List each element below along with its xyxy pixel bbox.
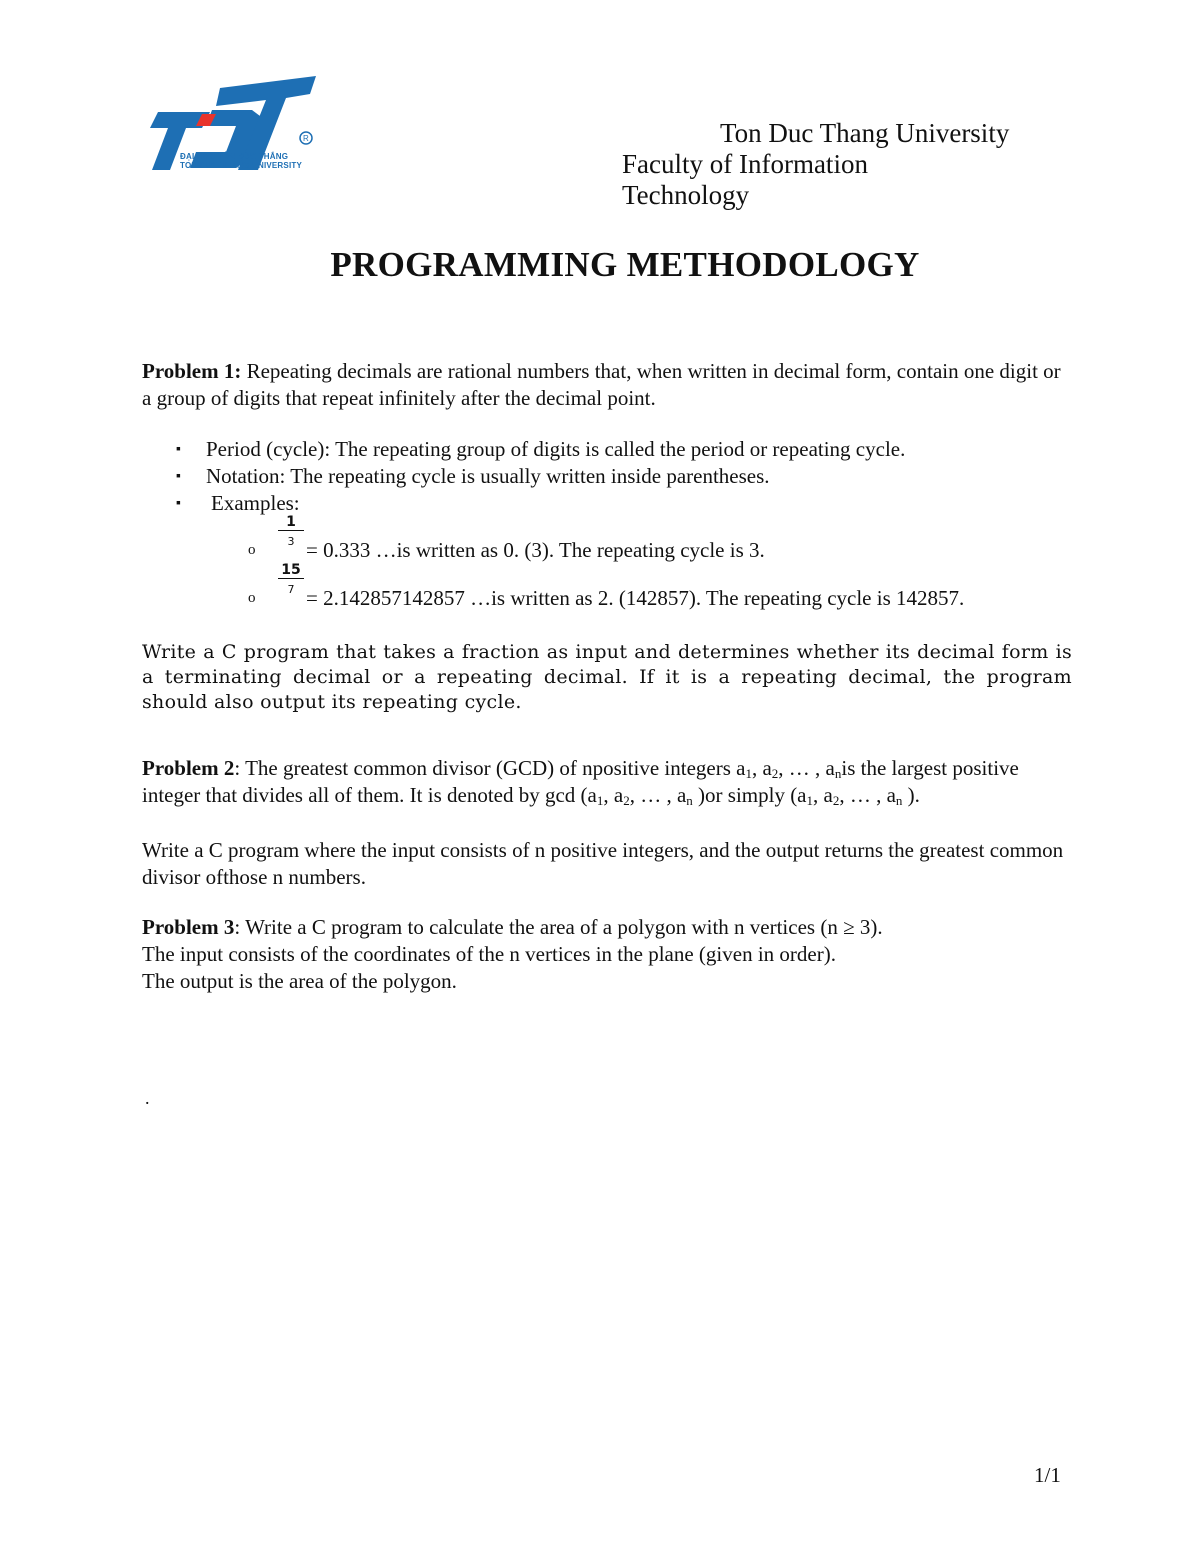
- problem2-task: Write a C program where the input consists of n positive integers, and the output returns the greatest common divisor ofthose n numbers.: [142, 838, 1064, 889]
- logo-caption: ĐẠI HỌC TÔN ĐỨC THẮNG TON DUC THANG UNIVERSITY: [180, 152, 302, 170]
- problem3: Problem 3: Write a C program to calculate the area of a polygon with n vertices (n ≥ 3). The input consists of the coordinates of the n vertices in the plane (given in order). The output is the area of the polygon.: [142, 915, 883, 993]
- example-2: o 15 7 = 2.142857142857 …is written as 2. (142857). The repeating cycle is 142857.: [248, 562, 965, 610]
- faculty-line-1: Faculty of Information: [622, 149, 868, 179]
- problem3-label: Problem 3: [142, 915, 235, 939]
- problem1-bullets: [170, 436, 1070, 517]
- fraction: 1 3: [278, 514, 304, 553]
- faculty-line-2: Technology: [622, 180, 750, 210]
- list-item: ▪ Period (cycle): The repeating group of digits is called the period or repeating cycle.: [176, 437, 906, 461]
- stray-dot: .: [145, 1088, 150, 1108]
- problem2-label: Problem 2: [142, 756, 235, 780]
- institution-block: [622, 118, 1009, 211]
- fraction: 15 7: [278, 562, 304, 601]
- svg-text:R: R: [303, 134, 309, 143]
- problem1-label: Problem 1:: [142, 359, 242, 383]
- university-name: Ton Duc Thang University: [720, 118, 1010, 148]
- list-item: ▪ Examples:: [176, 491, 300, 515]
- problem2-intro: Problem 2: The greatest common divisor (GCD) of npositive integers $a_1$, $a_2$, … , $a_nis$ the largest positive integer that divides all of them. It is denoted by $\gcd (a_1$, $a_2$, … , $a_n$ )or simply ($a_1$, $a_2$, … , $a_n$ ).: [142, 756, 1019, 808]
- example-1: o 1 3 = 0.333 …is written as 0. (3). The repeating cycle is 3.: [248, 514, 765, 562]
- problem1-task: Write a C program that takes a fraction as input and determines whether its decimal form is a terminating decimal or a repeating decimal. If it is a repeating decimal, the program should also output its repeating cycle.: [142, 641, 1072, 713]
- list-item: ▪ Notation: The repeating cycle is usually written inside parentheses.: [176, 464, 770, 488]
- page-number: 1/1: [1034, 1463, 1061, 1487]
- problem1-intro: Problem 1: Repeating decimals are rational numbers that, when written in decimal form, contain one digit or a group of digits that repeat infinitely after the decimal point.: [142, 359, 1061, 410]
- page-title: PROGRAMMING METHODOLOGY: [330, 245, 920, 284]
